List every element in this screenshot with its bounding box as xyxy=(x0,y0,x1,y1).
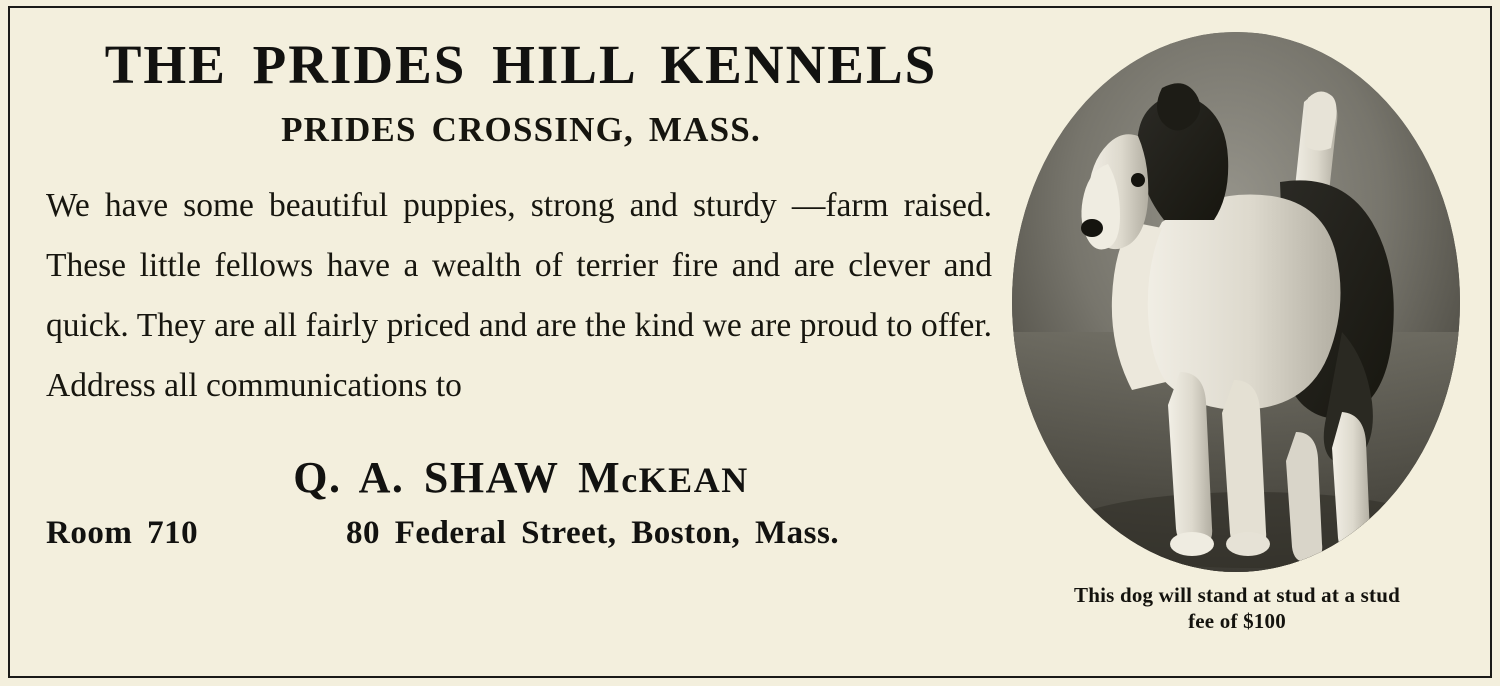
ad-content-area xyxy=(16,14,1484,670)
dog-photograph xyxy=(1012,32,1460,572)
signature-name xyxy=(46,452,996,503)
image-column xyxy=(1012,32,1462,635)
room-number: Room 710 xyxy=(46,514,199,551)
address-line xyxy=(46,515,996,552)
signature-mc-rest: cKEAN xyxy=(621,459,749,500)
subtitle-location: PRIDES CROSSING, MASS. xyxy=(281,109,761,149)
signature-mc: M xyxy=(578,452,622,502)
page-title: THE PRIDES HILL KENNELS xyxy=(104,34,938,95)
street-address: 80 Federal Street, Boston, Mass. xyxy=(346,514,840,551)
photo-caption-line-2: fee of $100 xyxy=(1188,609,1286,634)
body-copy xyxy=(46,176,996,416)
body-paragraph: We have some beautiful puppies, strong and sturdy —farm raised. These little fellows have a wealth of terrier fire and are clever and quick. They are all fairly priced and are the kind we are proud to offer. Address all communications to xyxy=(46,186,992,404)
signature-first: Q. A. SHAW xyxy=(293,452,579,502)
text-column xyxy=(46,36,996,552)
photo-caption-line-1: This dog will stand at stud at a stud xyxy=(1074,583,1400,607)
fox-terrier-icon xyxy=(1012,32,1460,572)
photo-caption xyxy=(1012,582,1462,635)
